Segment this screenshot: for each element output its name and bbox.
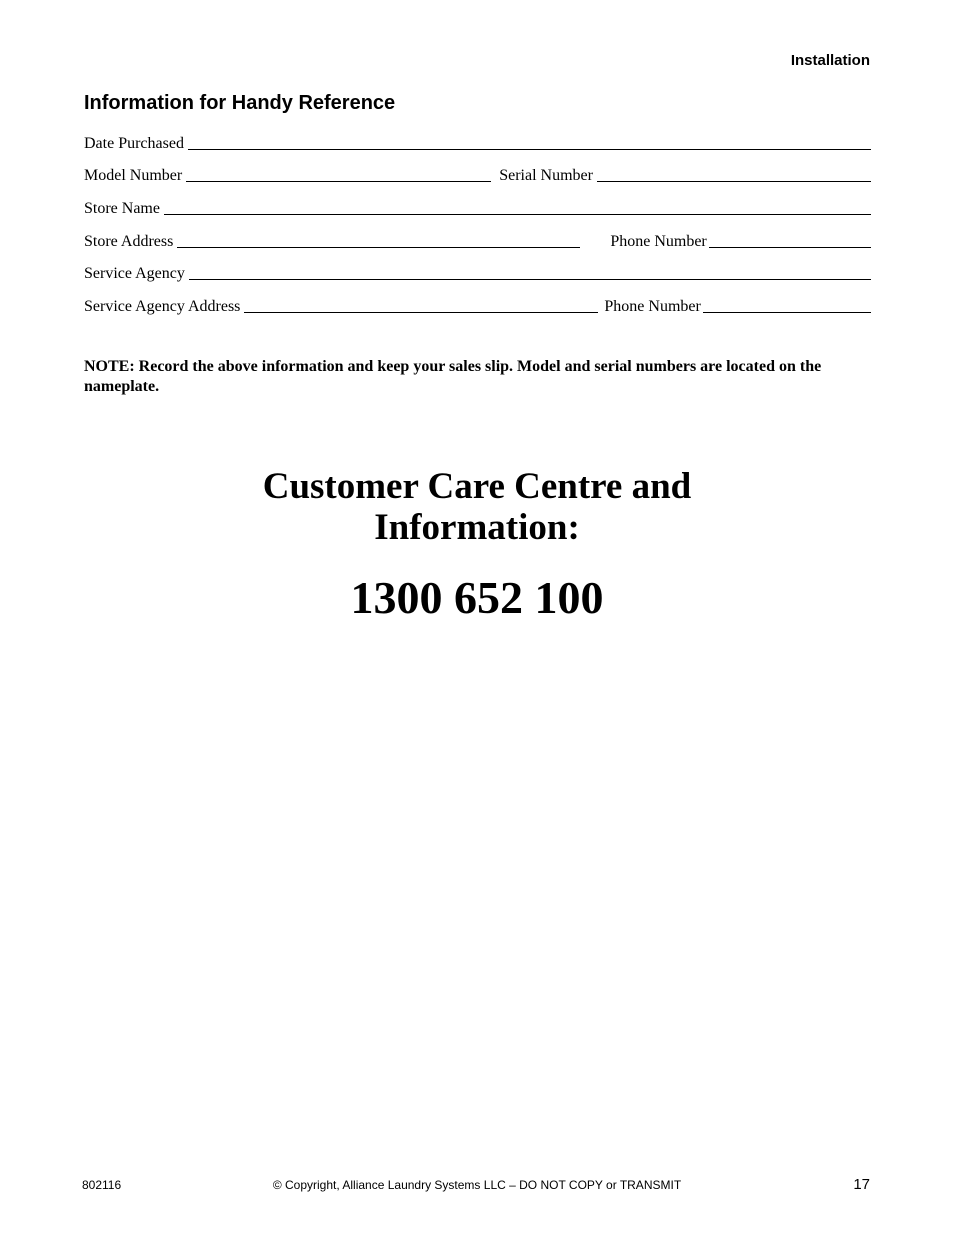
- service-agency-label: Service Agency: [84, 265, 185, 282]
- date-purchased-row: [84, 131, 871, 153]
- section-title: Information for Handy Reference: [84, 92, 396, 114]
- store-name-line[interactable]: [164, 214, 871, 215]
- date-purchased-label: Date Purchased: [84, 135, 184, 152]
- customer-care-title: [0, 466, 954, 548]
- service-agency-address-label: Service Agency Address: [84, 298, 241, 315]
- service-phone-label: Phone Number: [604, 298, 701, 315]
- model-serial-row: [84, 163, 871, 185]
- model-number-label: Model Number: [84, 167, 183, 184]
- store-address-line[interactable]: [177, 247, 580, 248]
- note-text: NOTE: Record the above information and keep your sales slip. Model and serial numbers are located on the nameplate.: [84, 358, 822, 395]
- running-header: Installation: [790, 52, 870, 69]
- serial-number-label: Serial Number: [499, 167, 593, 184]
- service-phone-line[interactable]: [703, 312, 871, 313]
- store-name-label: Store Name: [84, 200, 160, 217]
- store-address-row: [84, 229, 871, 251]
- footer-page-number: 17: [853, 1176, 870, 1193]
- customer-care-title-line1: Customer Care Centre and: [262, 466, 692, 507]
- customer-care-title-line2: Information:: [374, 507, 580, 548]
- store-phone-line[interactable]: [709, 247, 871, 248]
- store-address-label: Store Address: [84, 233, 174, 250]
- store-name-row: [84, 196, 871, 218]
- service-agency-address-line[interactable]: [244, 312, 598, 313]
- customer-care-phone: 1300 652 100: [350, 572, 604, 623]
- serial-number-line[interactable]: [597, 181, 871, 182]
- date-purchased-line[interactable]: [188, 149, 871, 150]
- model-number-line[interactable]: [186, 181, 491, 182]
- store-phone-label: Phone Number: [610, 233, 707, 250]
- service-agency-line[interactable]: [189, 279, 871, 280]
- service-agency-row: [84, 261, 871, 283]
- service-agency-address-row: [84, 294, 871, 316]
- footer-copyright: © Copyright, Alliance Laundry Systems LLC – DO NOT COPY or TRANSMIT: [272, 1178, 682, 1192]
- footer-doc-number: 802116: [82, 1178, 122, 1192]
